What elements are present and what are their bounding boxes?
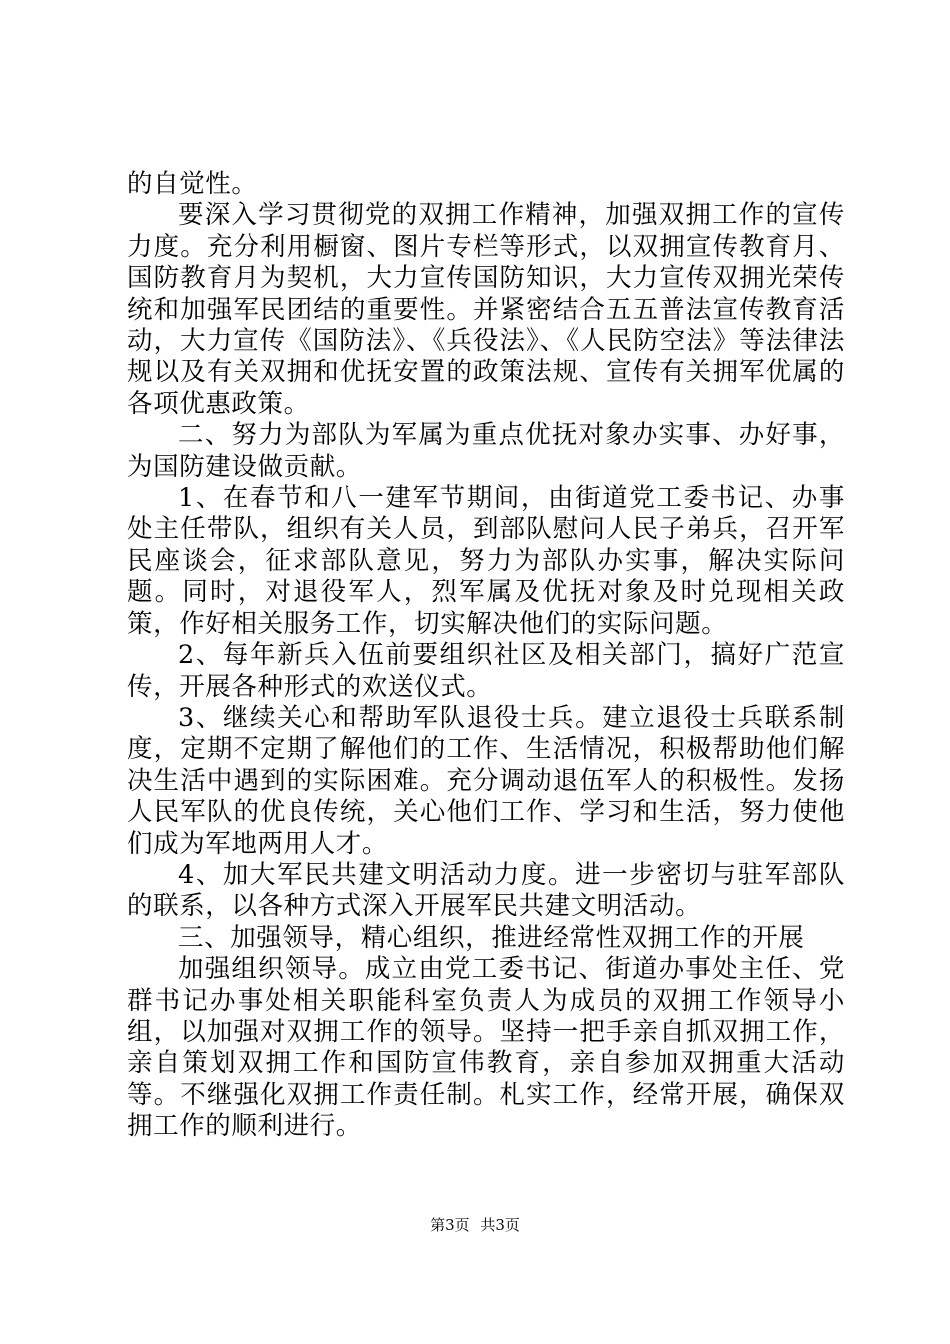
list-item-3: 3、继续关心和帮助军队退役士兵。建立退役士兵联系制度，定期不定期了解他们的工作、生活情况，积极帮助他们解决生活中遇到的实际困难。充分调动退伍军人的积极性。发扬人民军队的优良传统，关心他们工作、学习和生活，努力使他们成为军地两用人才。 bbox=[127, 702, 845, 859]
paragraph-leadership: 加强组织领导。成立由党工委书记、街道办事处主任、党群书记办事处相关职能科室负责人为成员的双拥工作领导小组，以加强对双拥工作的领导。坚持一把手亲自抓双拥工作，亲自策划双拥工作和国防宣伟教育，亲自参加双拥重大活动等。不继强化双拥工作责任制。札实工作，经常开展，确保双拥工作的顺利进行。 bbox=[127, 954, 845, 1142]
list-item-2: 2、每年新兵入伍前要组织社区及相关部门，搞好广范宣传，开展各种形式的欢送仪式。 bbox=[127, 640, 845, 702]
page-footer bbox=[0, 1216, 950, 1234]
page-total: 共3页 bbox=[480, 1216, 520, 1234]
paragraph-continuation: 的自觉性。 bbox=[127, 169, 258, 199]
section-heading-two: 二、努力为部队为军属为重点优抚对象办实事、办好事，为国防建设做贡献。 bbox=[127, 420, 845, 482]
paragraph-publicity: 要深入学习贯彻党的双拥工作精神，加强双拥工作的宣传力度。充分利用橱窗、图片专栏等形式，以双拥宣传教育月、国防教育月为契机，大力宣传国防知识，大力宣传双拥光荣传统和加强军民团结的重要性。并紧密结合五五普法宣传教育活动，大力宣传《国防法》、《兵役法》、《人民防空法》等法律法规以及有关双拥和优抚安置的政策法规、宣传有关拥军优属的各项优惠政策。 bbox=[127, 200, 845, 419]
page-number: 第3页 bbox=[430, 1216, 470, 1234]
document-body bbox=[127, 169, 845, 1143]
list-item-1: 1、在春节和八一建军节期间，由街道党工委书记、办事处主任带队，组织有关人员，到部队慰问人民子弟兵，召开军民座谈会，征求部队意见，努力为部队办实事，解决实际问题。同时，对退役军人，烈军属及优抚对象及时兑现相关政策，作好相关服务工作，切实解决他们的实际问题。 bbox=[127, 483, 845, 639]
list-item-4: 4、加大军民共建文明活动力度。进一步密切与驻军部队的联系，以各种方式深入开展军民共建文明活动。 bbox=[127, 859, 845, 922]
section-heading-three: 三、加强领导，精心组织，推进经常性双拥工作的开展 bbox=[178, 922, 805, 953]
